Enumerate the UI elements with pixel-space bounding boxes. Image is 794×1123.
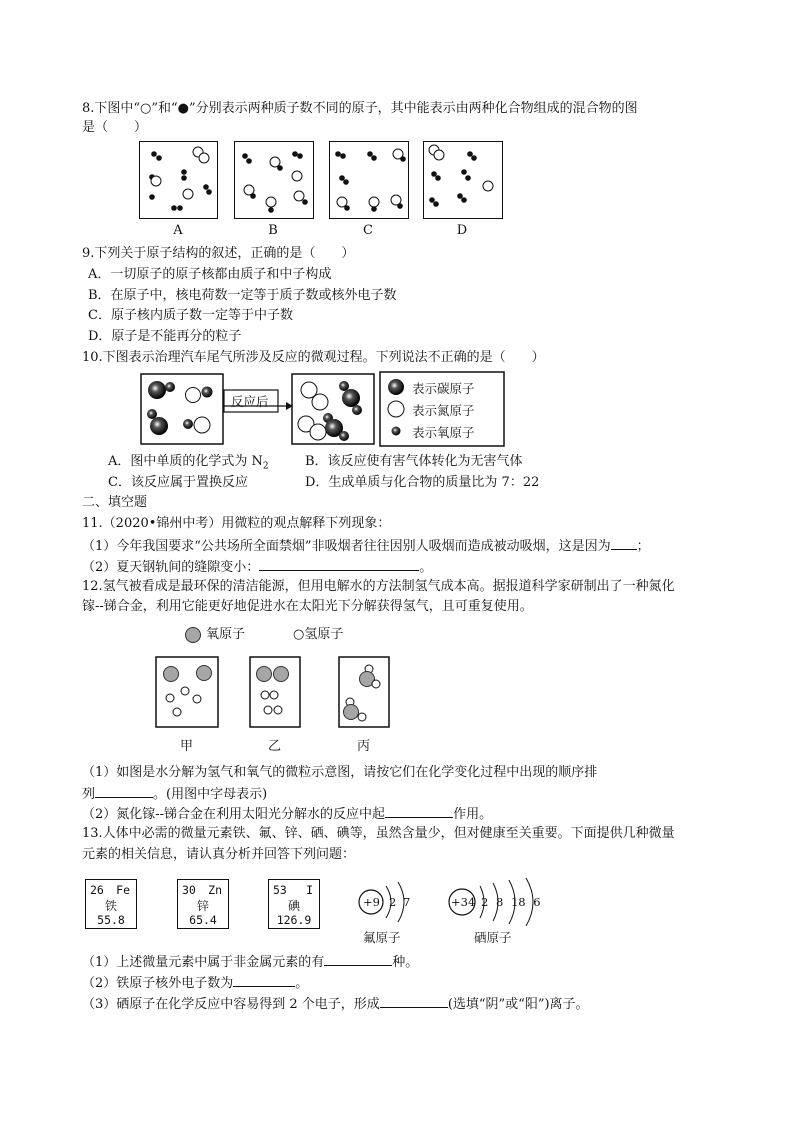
q13-line2: 元素的相关信息，请认真分析并回答下列问题： xyxy=(82,847,356,862)
q11-answer1-blank[interactable] xyxy=(611,536,637,550)
q10-option-c: C．该反应属于置换反应 xyxy=(108,475,248,490)
q10-option-a: A．图中单质的化学式为 $N_2$ xyxy=(108,454,269,472)
q8-label-c: C xyxy=(363,223,373,238)
q12-part2: （2）氮化镓--锑合金在利用太阳光分解水的反应中起 作用。 xyxy=(82,804,492,824)
q8-particles-b xyxy=(235,142,313,218)
q8-stem-line2: 是（ ） xyxy=(82,120,148,135)
q12-legend-oxygen: 氧原子 xyxy=(206,627,246,642)
q11-part1: （1）今年我国要求“公共场所全面禁烟”非吸烟者往往因别人吸烟而造成被动吸烟，这是因为 ； xyxy=(82,536,650,556)
q12-answer1-blank[interactable] xyxy=(95,784,153,798)
q13-part3: （3）硒原子在化学反应中容易得到 2 个电子，形成 (选填“阴”或“阳”)离子。 xyxy=(82,994,589,1014)
q12-label-yi: 乙 xyxy=(268,739,282,754)
q9-option-c: C．原子核内质子数一定等于中子数 xyxy=(88,308,293,323)
q9-stem: 9.下列关于原子结构的叙述，正确的是（ ） xyxy=(82,246,355,261)
q13-part2: （2）铁原子核外电子数为 。 xyxy=(82,973,308,993)
q11-stem: 11.（2020•锦州中考）用微粒的观点解释下列现象： xyxy=(82,516,391,531)
q13-answer3-blank[interactable] xyxy=(380,994,448,1008)
element-tile-i: 53 I 碘 126.9 xyxy=(268,879,320,929)
q8-label-a: A xyxy=(173,223,183,238)
q12-part1-line1: （1）如图是水分解为氢气和氧气的微粒示意图，请按它们在化学变化过程中出现的顺序排 xyxy=(82,765,598,780)
q8-figure-d xyxy=(423,141,503,219)
q8-particles-c xyxy=(330,142,408,218)
q8-particles-a xyxy=(140,142,217,218)
q11-part2: （2）夏天钢轨间的缝隙变小： 。 xyxy=(82,557,432,577)
q9-option-d: D．原子是不能再分的粒子 xyxy=(88,329,242,344)
q10-diagram xyxy=(0,370,794,450)
fluorine-atom-label: 氟原子 xyxy=(363,930,401,945)
q10-stem: 10.下图表示治理汽车尾气所涉及反应的微观过程。下列说法不正确的是（ ） xyxy=(82,350,545,365)
q8-particles-d xyxy=(424,142,502,218)
q10-arrow-label: 反应后 xyxy=(231,394,269,409)
q9-option-b: B．在原子中，核电荷数一定等于质子数或核外电子数 xyxy=(88,288,397,303)
selenium-electron-shells: 2 8 18 6 xyxy=(481,895,541,909)
selenium-atom-label: 硒原子 xyxy=(474,930,512,945)
q8-figure-b xyxy=(234,141,314,219)
q12-label-bing: 丙 xyxy=(357,739,371,754)
q13-line1: 13.人体中必需的微量元素铁、氟、锌、硒、碘等，虽然含量少，但对健康至关重要。下面提供几种微量 xyxy=(82,826,675,841)
q8-label-d: D xyxy=(456,223,468,238)
q13-answer2-blank[interactable] xyxy=(233,973,295,987)
q12-part1-line2: 列 。(用图中字母表示) xyxy=(82,784,267,804)
q13-answer1-blank[interactable] xyxy=(324,952,392,966)
fluorine-electron-shells: 2 7 xyxy=(389,895,411,909)
q10-legend-carbon: 表示碳原子 xyxy=(412,381,475,396)
q13-part1: （1）上述微量元素中属于非金属元素的有 种。 xyxy=(82,952,418,972)
q9-option-a: A．一切原子的原子核都由质子和中子构成 xyxy=(88,267,332,282)
q12-label-jia: 甲 xyxy=(180,739,194,754)
q10-option-d: D．生成单质与化合物的质量比为 7：22 xyxy=(305,475,540,490)
q12-line1: 12.氢气被看成是最环保的清洁能源，但用电解水的方法制氢气成本高。据报道科学家研制出了一种氮化 xyxy=(82,579,675,594)
q10-option-b: B．该反应使有害气体转化为无害气体 xyxy=(305,454,523,469)
q12-diagram xyxy=(0,620,794,740)
element-tile-zn: 30 Zn 锌 65.4 xyxy=(177,879,229,929)
q10-legend-oxygen: 表示氧原子 xyxy=(412,425,475,440)
element-tile-fe: 26 Fe 铁 55.8 xyxy=(85,879,137,929)
q8-figure-a xyxy=(139,141,218,219)
selenium-nucleus-charge: +34 xyxy=(451,895,476,909)
fluorine-nucleus-charge: +9 xyxy=(363,895,380,909)
q12-line2: 镓--锑合金，利用它能更好地促进水在太阳光下分解获得氢气，且可重复使用。 xyxy=(82,599,533,614)
q10-legend-nitrogen: 表示氮原子 xyxy=(412,403,475,418)
q11-answer2-blank[interactable] xyxy=(259,557,419,571)
section-fill-in-title: 二、填空题 xyxy=(82,495,148,510)
q8-label-b: B xyxy=(268,223,278,238)
q12-legend-hydrogen: ○氢原子 xyxy=(293,627,344,642)
q8-stem-line1: 8.下图中“○”和“●”分别表示两种质子数不同的原子，其中能表示由两种化合物组成的混合物的图 xyxy=(82,101,638,116)
q8-figure-c xyxy=(329,141,409,219)
q12-answer2-blank[interactable] xyxy=(385,804,453,818)
